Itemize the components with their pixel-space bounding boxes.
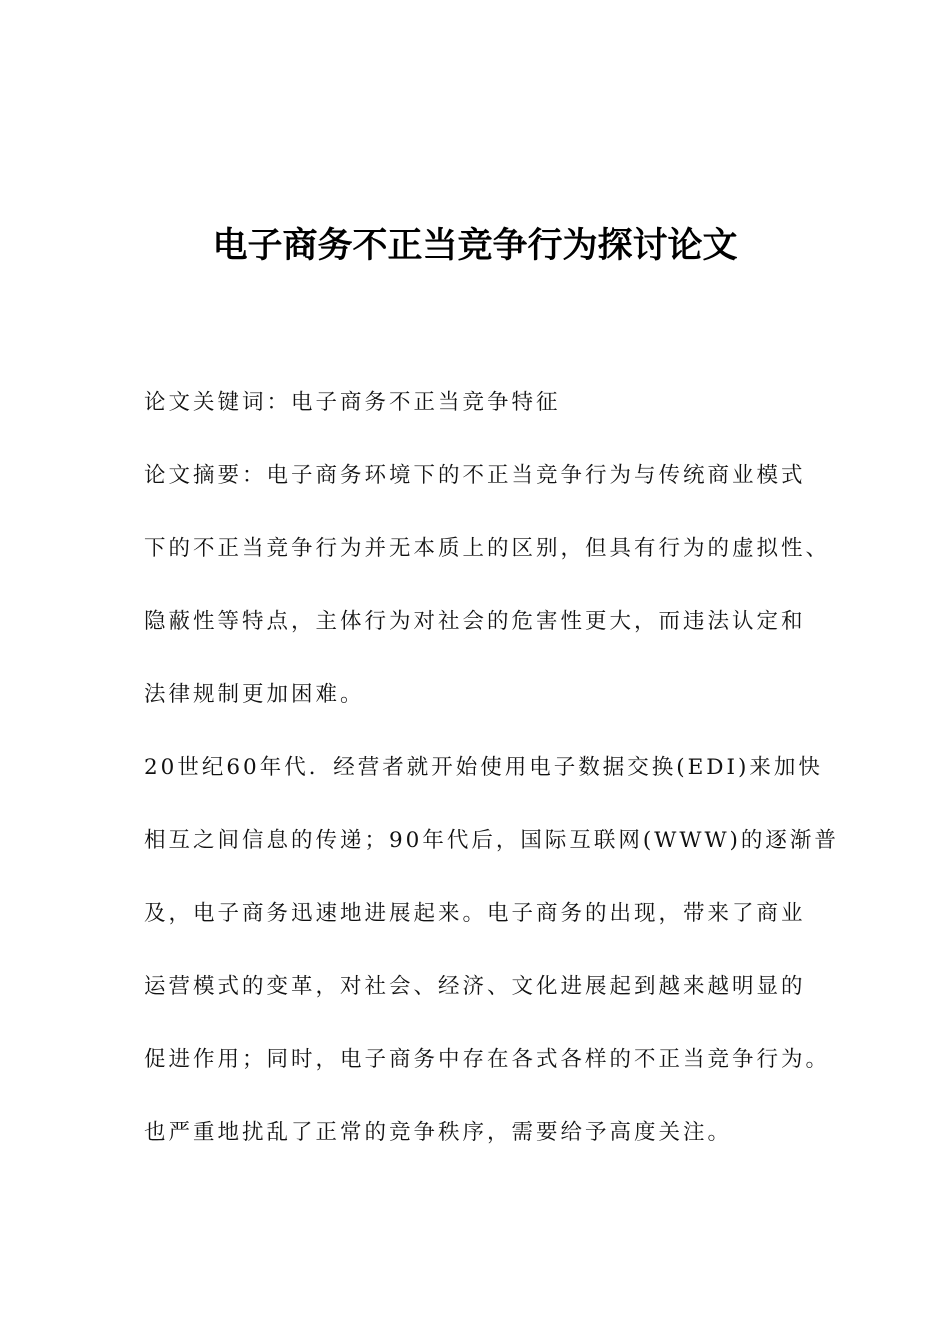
- intro-paragraph: [144, 731, 839, 1169]
- abstract-line: 论文摘要：电子商务环境下的不正当竞争行为与传统商业模式: [144, 463, 806, 488]
- abstract-line: 下的不正当竞争行为并无本质上的区别，但具有行为的虚拟性、: [144, 536, 831, 561]
- paragraph-line: 及，电子商务迅速地进展起来。电子商务的出现，带来了商业: [144, 901, 806, 926]
- paragraph-line: 也严重地扰乱了正常的竞争秩序，需要给予高度关注。: [144, 1120, 733, 1145]
- document-title: 电子商务不正当竞争行为探讨论文: [212, 226, 738, 266]
- paragraph-line: 促进作用；同时，电子商务中存在各式各样的不正当竞争行为。: [144, 1047, 831, 1072]
- keywords-text: 论文关键词：电子商务不正当竞争特征: [144, 390, 561, 415]
- keywords-line: [144, 366, 834, 439]
- abstract-line: 隐蔽性等特点，主体行为对社会的危害性更大，而违法认定和: [144, 609, 806, 634]
- paragraph-line: 20世纪60年代．经营者就开始使用电子数据交换(EDI)来加快: [144, 755, 823, 780]
- paragraph-line: 运营模式的变革，对社会、经济、文化进展起到越来越明显的: [144, 974, 806, 999]
- paragraph-line: 相互之间信息的传递；90年代后，国际互联网(WWW)的逐渐普: [144, 828, 839, 853]
- abstract-paragraph: [144, 439, 834, 731]
- abstract-line: 法律规制更加困难。: [144, 682, 365, 707]
